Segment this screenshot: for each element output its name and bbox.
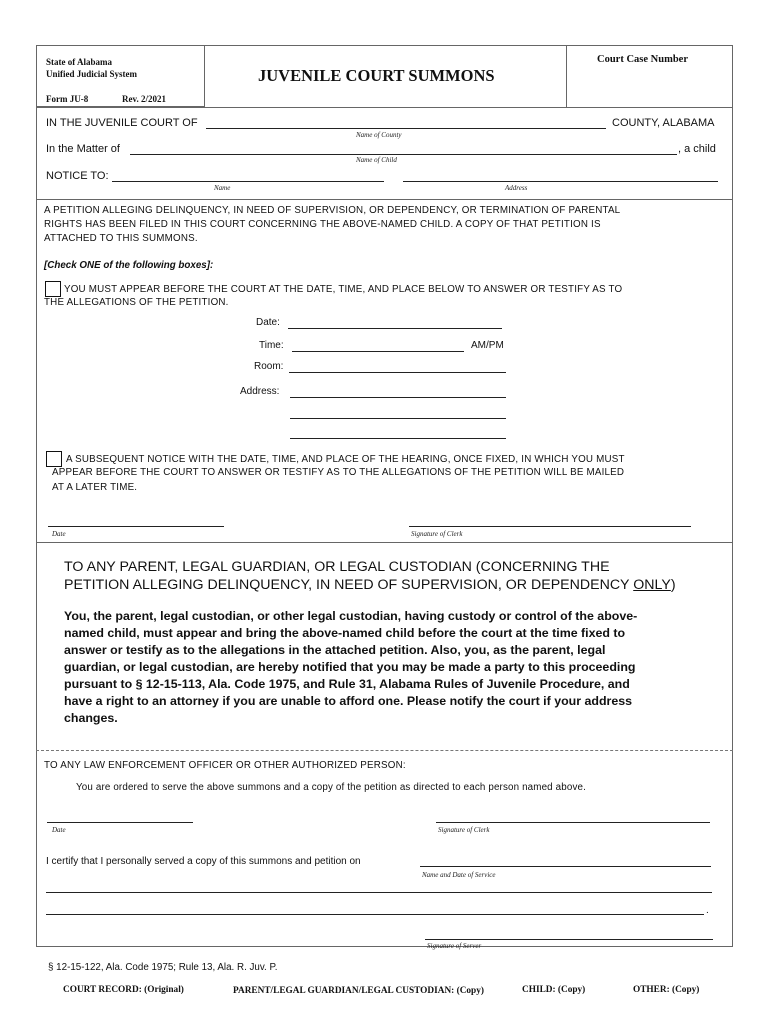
petition-clerk-signature-field[interactable] — [409, 526, 691, 527]
child-caption: Name of Child — [356, 156, 397, 164]
court-of-label: IN THE JUVENILE COURT OF — [46, 117, 198, 129]
option2-line-1: A SUBSEQUENT NOTICE WITH THE DATE, TIME, AND PLACE OF THE HEARING, ONCE FIXED, IN WHICH YOU MUST — [66, 454, 625, 465]
officer-heading: TO ANY LAW ENFORCEMENT OFFICER OR OTHER AUTHORIZED PERSON: — [44, 760, 406, 771]
parent-heading-close: ) — [670, 577, 676, 593]
option1-line-1: YOU MUST APPEAR BEFORE THE COURT AT THE DATE, TIME, AND PLACE BELOW TO ANSWER OR TESTIFY AS TO — [64, 284, 623, 295]
footer-other-copy: OTHER: (Copy) — [633, 985, 700, 995]
option1-line-2: THE ALLEGATIONS OF THE PETITION. — [44, 297, 229, 308]
statute-citation: § 12-15-122, Ala. Code 1975; Rule 13, Ala. R. Juv. P. — [48, 962, 278, 973]
parent-body-line-6: have a right to an attorney if you are unable to afford one. Please notify the court if your address — [64, 694, 633, 708]
address-caption: Address — [505, 184, 528, 192]
name-caption: Name — [214, 184, 231, 192]
parent-body-line-2: named child, must appear and bring the above-named child before the court at the time fixed to — [64, 626, 626, 640]
hearing-time-field[interactable] — [292, 351, 464, 352]
county-field[interactable] — [206, 128, 606, 129]
service-detail-field-1[interactable] — [46, 892, 712, 893]
parent-body-line-4: guardian, or legal custodian, are hereby notified that you may be made a party to this proceeding — [64, 660, 636, 674]
service-period: . — [706, 905, 709, 916]
address-label: Address: — [240, 386, 280, 397]
petition-clerk-caption: Signature of Clerk — [411, 530, 463, 538]
hearing-address-field-1[interactable] — [290, 397, 506, 398]
county-caption: Name of County — [356, 131, 402, 139]
parent-body-line-5: pursuant to § 12-15-113, Ala. Code 1975, and Rule 31, Alabama Rules of Juvenile Procedure, and — [64, 677, 630, 691]
agency-line-1: State of Alabama — [46, 57, 112, 67]
footer-child-copy: CHILD: (Copy) — [522, 985, 586, 995]
section-rule-2 — [36, 542, 733, 543]
hearing-date-field[interactable] — [288, 328, 502, 329]
parent-body-line-3: answer or testify as to the allegations in the attached petition. Also, you, as the parent, legal — [64, 643, 606, 657]
officer-order: You are ordered to serve the above summons and a copy of the petition as directed to each person named above. — [76, 782, 586, 793]
server-caption: Signature of Server — [427, 942, 482, 950]
notice-to-label: NOTICE TO: — [46, 170, 109, 182]
petition-line-2: RIGHTS HAS BEEN FILED IN THIS COURT CONCERNING THE ABOVE-NAMED CHILD. A COPY OF THAT PETITION IS — [44, 219, 601, 230]
petition-line-3: ATTACHED TO THIS SUMMONS. — [44, 233, 198, 244]
ampm-label: AM/PM — [471, 340, 504, 351]
officer-clerk-caption: Signature of Clerk — [438, 826, 490, 834]
petition-line-1: A PETITION ALLEGING DELINQUENCY, IN NEED OF SUPERVISION, OR DEPENDENCY, OR TERMINATION OF PARENTAL — [44, 205, 621, 216]
hearing-room-field[interactable] — [289, 372, 506, 373]
footer-parent-copy: PARENT/LEGAL GUARDIAN/LEGAL CUSTODIAN: (Copy) — [233, 986, 484, 996]
date-label: Date: — [256, 317, 280, 328]
header-bottom-rule — [36, 107, 733, 108]
footer-court-record: COURT RECORD: (Original) — [63, 985, 184, 995]
case-number-label: Court Case Number — [597, 54, 688, 65]
child-suffix: , a child — [678, 143, 716, 155]
check-instruction: [Check ONE of the following boxes]: — [44, 260, 214, 271]
appear-checkbox[interactable] — [45, 281, 61, 297]
hearing-address-field-2[interactable] — [290, 418, 506, 419]
certify-text: I certify that I personally served a copy of this summons and petition on — [46, 856, 361, 867]
matter-of-label: In the Matter of — [46, 143, 120, 155]
section-rule-1 — [36, 199, 733, 200]
service-caption: Name and Date of Service — [422, 871, 496, 879]
officer-clerk-signature-field[interactable] — [436, 822, 710, 823]
room-label: Room: — [254, 361, 284, 372]
service-name-date-field[interactable] — [420, 866, 711, 867]
petition-date-caption: Date — [52, 530, 66, 538]
parent-heading-line-2 — [64, 577, 676, 593]
parent-body-line-1: You, the parent, legal custodian, or other legal custodian, having custody or control of the above- — [64, 609, 638, 623]
later-notice-checkbox[interactable] — [46, 451, 62, 467]
county-suffix: COUNTY, ALABAMA — [612, 117, 715, 129]
parent-heading-line-1: TO ANY PARENT, LEGAL GUARDIAN, OR LEGAL CUSTODIAN (CONCERNING THE — [64, 559, 610, 575]
server-signature-field[interactable] — [425, 939, 713, 940]
hearing-address-field-3[interactable] — [290, 438, 506, 439]
option2-line-2: APPEAR BEFORE THE COURT TO ANSWER OR TESTIFY AS TO THE ALLEGATIONS OF THE PETITION WILL BE MAILED — [52, 467, 625, 478]
notice-address-field[interactable] — [403, 181, 718, 182]
agency-line-2: Unified Judicial System — [46, 69, 138, 79]
parent-heading-text: PETITION ALLEGING DELINQUENCY, IN NEED OF SUPERVISION, OR DEPENDENCY — [64, 577, 634, 593]
parent-body-line-7: changes. — [64, 711, 118, 725]
option2-line-3: AT A LATER TIME. — [52, 482, 138, 493]
form-revision: Rev. 2/2021 — [122, 94, 166, 104]
parent-heading-only: ONLY — [633, 577, 671, 593]
time-label: Time: — [259, 340, 284, 351]
child-name-field[interactable] — [130, 154, 677, 155]
petition-date-field[interactable] — [48, 526, 224, 527]
form-number: Form JU-8 — [46, 94, 89, 104]
section-rule-3 — [36, 750, 733, 751]
officer-date-field[interactable] — [47, 822, 193, 823]
form-title: JUVENILE COURT SUMMONS — [258, 66, 495, 85]
service-detail-field-2[interactable] — [46, 914, 704, 915]
officer-date-caption: Date — [52, 826, 66, 834]
notice-name-field[interactable] — [112, 181, 384, 182]
